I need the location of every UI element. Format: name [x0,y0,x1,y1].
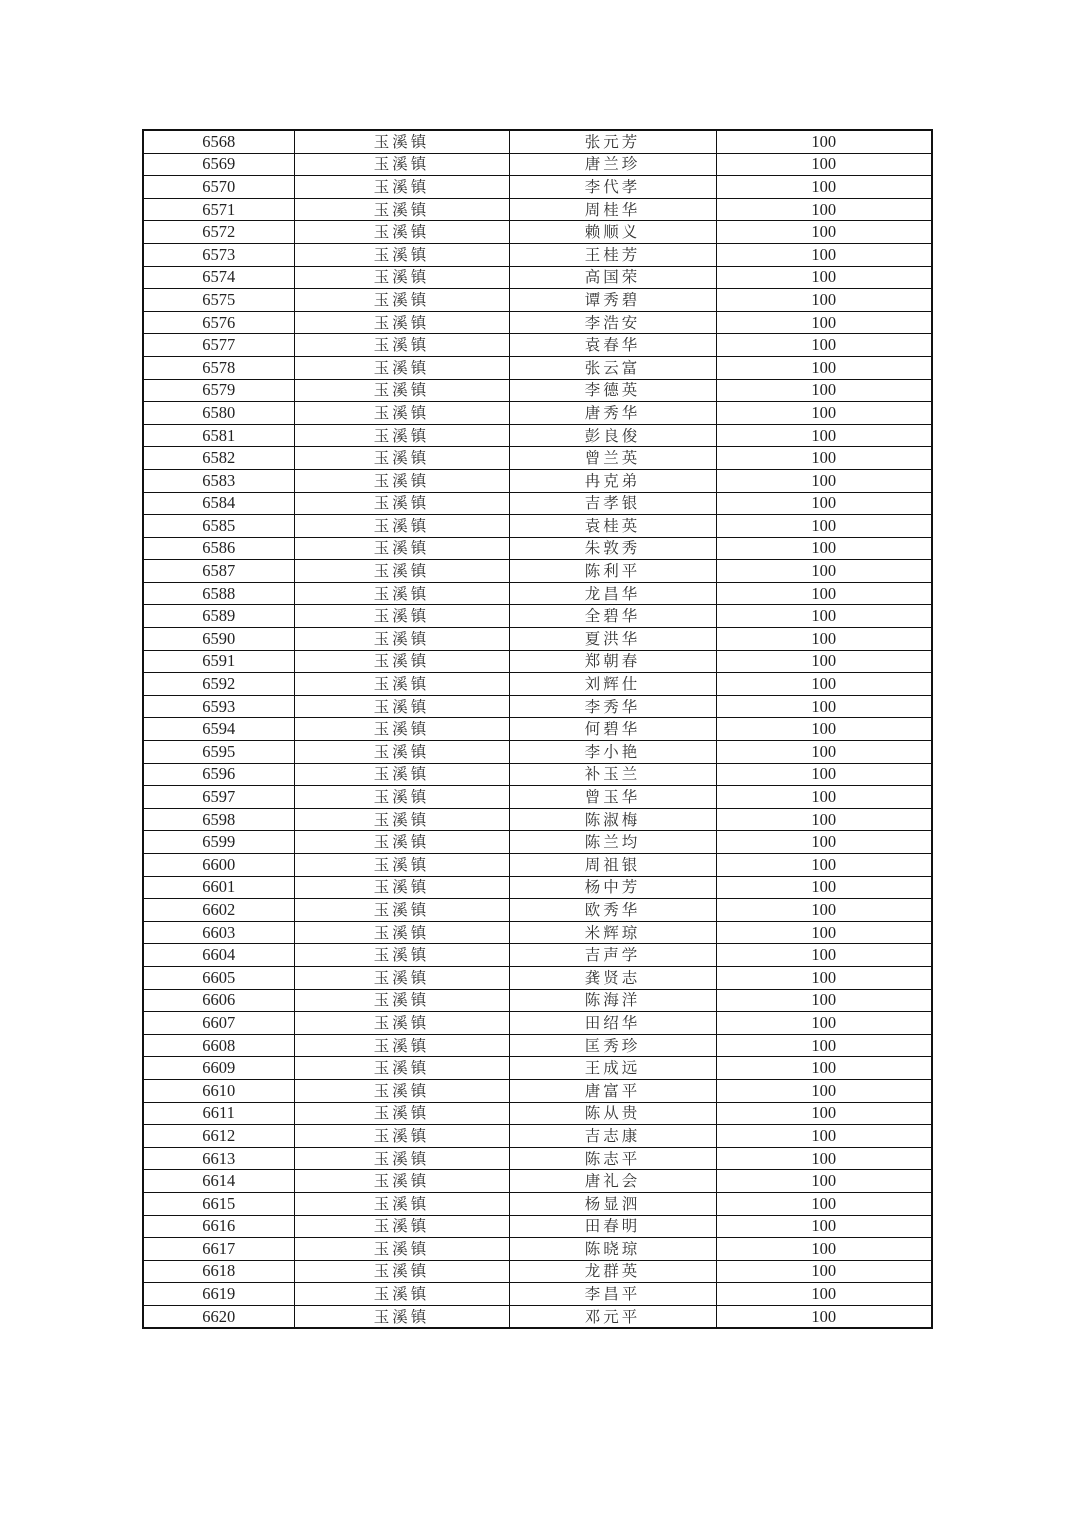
serial-number-cell: 6600 [143,854,294,877]
town-cell: 玉溪镇 [294,854,509,877]
serial-number-cell: 6592 [143,673,294,696]
town-cell: 玉溪镇 [294,356,509,379]
town-cell: 玉溪镇 [294,1102,509,1125]
amount-cell: 100 [716,899,932,922]
town-cell: 玉溪镇 [294,695,509,718]
town-cell: 玉溪镇 [294,1034,509,1057]
serial-number-cell: 6573 [143,243,294,266]
person-name-cell: 田绍华 [509,1012,716,1035]
town-cell: 玉溪镇 [294,515,509,538]
serial-number-cell: 6584 [143,492,294,515]
table-row [143,718,932,741]
amount-cell: 100 [716,379,932,402]
town-cell: 玉溪镇 [294,673,509,696]
serial-number-cell: 6613 [143,1147,294,1170]
town-cell: 玉溪镇 [294,402,509,425]
amount-cell: 100 [716,356,932,379]
person-name-cell: 袁春华 [509,334,716,357]
person-name-cell: 冉克弟 [509,469,716,492]
serial-number-cell: 6596 [143,763,294,786]
table-row [143,944,932,967]
amount-cell: 100 [716,944,932,967]
table-row [143,966,932,989]
amount-cell: 100 [716,831,932,854]
amount-cell: 100 [716,1079,932,1102]
person-name-cell: 邓元平 [509,1305,716,1328]
town-cell: 玉溪镇 [294,786,509,809]
table-row [143,402,932,425]
town-cell: 玉溪镇 [294,1238,509,1261]
amount-cell: 100 [716,424,932,447]
person-name-cell: 王成远 [509,1057,716,1080]
serial-number-cell: 6586 [143,537,294,560]
serial-number-cell: 6579 [143,379,294,402]
town-cell: 玉溪镇 [294,1215,509,1238]
table-row [143,492,932,515]
serial-number-cell: 6615 [143,1192,294,1215]
amount-cell: 100 [716,537,932,560]
town-cell: 玉溪镇 [294,763,509,786]
amount-cell: 100 [716,469,932,492]
town-cell: 玉溪镇 [294,289,509,312]
serial-number-cell: 6588 [143,582,294,605]
amount-cell: 100 [716,741,932,764]
town-cell: 玉溪镇 [294,582,509,605]
serial-number-cell: 6610 [143,1079,294,1102]
amount-cell: 100 [716,1283,932,1306]
serial-number-cell: 6620 [143,1305,294,1328]
person-name-cell: 刘辉仕 [509,673,716,696]
person-name-cell: 张云富 [509,356,716,379]
amount-cell: 100 [716,1012,932,1035]
person-name-cell: 何碧华 [509,718,716,741]
person-name-cell: 夏洪华 [509,628,716,651]
person-name-cell: 曾兰英 [509,447,716,470]
serial-number-cell: 6593 [143,695,294,718]
town-cell: 玉溪镇 [294,899,509,922]
table-row [143,628,932,651]
amount-cell: 100 [716,130,932,153]
serial-number-cell: 6616 [143,1215,294,1238]
serial-number-cell: 6575 [143,289,294,312]
town-cell: 玉溪镇 [294,266,509,289]
table-row [143,1147,932,1170]
table-row [143,763,932,786]
serial-number-cell: 6603 [143,921,294,944]
table-row [143,854,932,877]
table-row [143,447,932,470]
serial-number-cell: 6595 [143,741,294,764]
person-name-cell: 杨显泗 [509,1192,716,1215]
town-cell: 玉溪镇 [294,1057,509,1080]
amount-cell: 100 [716,966,932,989]
table-row [143,560,932,583]
table-row [143,695,932,718]
amount-cell: 100 [716,243,932,266]
person-name-cell: 李秀华 [509,695,716,718]
town-cell: 玉溪镇 [294,831,509,854]
town-cell: 玉溪镇 [294,243,509,266]
town-cell: 玉溪镇 [294,1147,509,1170]
serial-number-cell: 6574 [143,266,294,289]
serial-number-cell: 6605 [143,966,294,989]
serial-number-cell: 6617 [143,1238,294,1261]
serial-number-cell: 6583 [143,469,294,492]
town-cell: 玉溪镇 [294,989,509,1012]
table-row [143,899,932,922]
recipient-table [142,129,933,1329]
table-row [143,808,932,831]
amount-cell: 100 [716,515,932,538]
person-name-cell: 吉志康 [509,1125,716,1148]
table-row [143,1125,932,1148]
person-name-cell: 郑朝春 [509,650,716,673]
person-name-cell: 全碧华 [509,605,716,628]
town-cell: 玉溪镇 [294,153,509,176]
table-row [143,1283,932,1306]
amount-cell: 100 [716,266,932,289]
amount-cell: 100 [716,808,932,831]
serial-number-cell: 6606 [143,989,294,1012]
table-row [143,1057,932,1080]
town-cell: 玉溪镇 [294,944,509,967]
table-row [143,1079,932,1102]
town-cell: 玉溪镇 [294,130,509,153]
person-name-cell: 周桂华 [509,198,716,221]
table-row [143,176,932,199]
table-row [143,311,932,334]
table-row [143,243,932,266]
town-cell: 玉溪镇 [294,921,509,944]
table-row [143,831,932,854]
person-name-cell: 朱敦秀 [509,537,716,560]
town-cell: 玉溪镇 [294,650,509,673]
table-row [143,1260,932,1283]
person-name-cell: 李小艳 [509,741,716,764]
table-row [143,582,932,605]
person-name-cell: 李代孝 [509,176,716,199]
serial-number-cell: 6578 [143,356,294,379]
serial-number-cell: 6571 [143,198,294,221]
table-row [143,266,932,289]
town-cell: 玉溪镇 [294,311,509,334]
amount-cell: 100 [716,605,932,628]
town-cell: 玉溪镇 [294,334,509,357]
amount-cell: 100 [716,153,932,176]
person-name-cell: 龚贤志 [509,966,716,989]
town-cell: 玉溪镇 [294,1079,509,1102]
amount-cell: 100 [716,718,932,741]
amount-cell: 100 [716,786,932,809]
town-cell: 玉溪镇 [294,1305,509,1328]
town-cell: 玉溪镇 [294,492,509,515]
person-name-cell: 陈海洋 [509,989,716,1012]
person-name-cell: 李昌平 [509,1283,716,1306]
person-name-cell: 田春明 [509,1215,716,1238]
amount-cell: 100 [716,673,932,696]
table-row [143,1305,932,1328]
town-cell: 玉溪镇 [294,605,509,628]
amount-cell: 100 [716,854,932,877]
person-name-cell: 杨中芳 [509,876,716,899]
amount-cell: 100 [716,1215,932,1238]
town-cell: 玉溪镇 [294,447,509,470]
amount-cell: 100 [716,402,932,425]
serial-number-cell: 6608 [143,1034,294,1057]
serial-number-cell: 6609 [143,1057,294,1080]
serial-number-cell: 6612 [143,1125,294,1148]
town-cell: 玉溪镇 [294,1283,509,1306]
serial-number-cell: 6594 [143,718,294,741]
amount-cell: 100 [716,447,932,470]
amount-cell: 100 [716,650,932,673]
town-cell: 玉溪镇 [294,379,509,402]
table-row [143,424,932,447]
table-row [143,379,932,402]
amount-cell: 100 [716,876,932,899]
town-cell: 玉溪镇 [294,628,509,651]
table-row [143,650,932,673]
table-row [143,1215,932,1238]
table-row [143,989,932,1012]
person-name-cell: 陈利平 [509,560,716,583]
person-name-cell: 王桂芳 [509,243,716,266]
person-name-cell: 唐礼会 [509,1170,716,1193]
town-cell: 玉溪镇 [294,1125,509,1148]
person-name-cell: 赖顺义 [509,221,716,244]
serial-number-cell: 6598 [143,808,294,831]
person-name-cell: 唐兰珍 [509,153,716,176]
town-cell: 玉溪镇 [294,176,509,199]
table-row [143,921,932,944]
amount-cell: 100 [716,1147,932,1170]
town-cell: 玉溪镇 [294,1012,509,1035]
table-row [143,537,932,560]
town-cell: 玉溪镇 [294,537,509,560]
town-cell: 玉溪镇 [294,741,509,764]
amount-cell: 100 [716,198,932,221]
person-name-cell: 欧秀华 [509,899,716,922]
amount-cell: 100 [716,1057,932,1080]
serial-number-cell: 6614 [143,1170,294,1193]
table-row [143,1238,932,1261]
town-cell: 玉溪镇 [294,198,509,221]
serial-number-cell: 6618 [143,1260,294,1283]
person-name-cell: 陈淑梅 [509,808,716,831]
amount-cell: 100 [716,311,932,334]
person-name-cell: 李浩安 [509,311,716,334]
table-row [143,786,932,809]
amount-cell: 100 [716,1034,932,1057]
table-row [143,741,932,764]
serial-number-cell: 6581 [143,424,294,447]
person-name-cell: 周祖银 [509,854,716,877]
table-row [143,1170,932,1193]
serial-number-cell: 6602 [143,899,294,922]
serial-number-cell: 6577 [143,334,294,357]
serial-number-cell: 6587 [143,560,294,583]
amount-cell: 100 [716,1102,932,1125]
person-name-cell: 彭良俊 [509,424,716,447]
serial-number-cell: 6599 [143,831,294,854]
town-cell: 玉溪镇 [294,808,509,831]
table-row [143,605,932,628]
amount-cell: 100 [716,1238,932,1261]
town-cell: 玉溪镇 [294,876,509,899]
amount-cell: 100 [716,1260,932,1283]
town-cell: 玉溪镇 [294,1192,509,1215]
serial-number-cell: 6589 [143,605,294,628]
person-name-cell: 陈兰均 [509,831,716,854]
person-name-cell: 补玉兰 [509,763,716,786]
serial-number-cell: 6568 [143,130,294,153]
town-cell: 玉溪镇 [294,560,509,583]
serial-number-cell: 6597 [143,786,294,809]
table-row [143,1034,932,1057]
town-cell: 玉溪镇 [294,221,509,244]
table-row [143,469,932,492]
person-name-cell: 曾玉华 [509,786,716,809]
person-name-cell: 陈志平 [509,1147,716,1170]
serial-number-cell: 6569 [143,153,294,176]
amount-cell: 100 [716,1170,932,1193]
person-name-cell: 米辉琼 [509,921,716,944]
amount-cell: 100 [716,176,932,199]
table-body [143,130,932,1328]
amount-cell: 100 [716,695,932,718]
table-row [143,289,932,312]
table-row [143,876,932,899]
town-cell: 玉溪镇 [294,966,509,989]
amount-cell: 100 [716,560,932,583]
town-cell: 玉溪镇 [294,1260,509,1283]
serial-number-cell: 6582 [143,447,294,470]
serial-number-cell: 6576 [143,311,294,334]
amount-cell: 100 [716,1192,932,1215]
serial-number-cell: 6590 [143,628,294,651]
table-row [143,130,932,153]
town-cell: 玉溪镇 [294,718,509,741]
person-name-cell: 唐秀华 [509,402,716,425]
person-name-cell: 唐富平 [509,1079,716,1102]
table-row [143,515,932,538]
amount-cell: 100 [716,289,932,312]
person-name-cell: 龙群英 [509,1260,716,1283]
person-name-cell: 陈晓琼 [509,1238,716,1261]
amount-cell: 100 [716,1125,932,1148]
person-name-cell: 谭秀碧 [509,289,716,312]
serial-number-cell: 6570 [143,176,294,199]
serial-number-cell: 6607 [143,1012,294,1035]
amount-cell: 100 [716,582,932,605]
table-row [143,673,932,696]
table-row [143,198,932,221]
person-name-cell: 高国荣 [509,266,716,289]
person-name-cell: 吉声学 [509,944,716,967]
table-row [143,153,932,176]
person-name-cell: 陈从贵 [509,1102,716,1125]
serial-number-cell: 6619 [143,1283,294,1306]
person-name-cell: 匡秀珍 [509,1034,716,1057]
amount-cell: 100 [716,921,932,944]
serial-number-cell: 6601 [143,876,294,899]
table-row [143,221,932,244]
amount-cell: 100 [716,628,932,651]
table-row [143,334,932,357]
serial-number-cell: 6591 [143,650,294,673]
amount-cell: 100 [716,989,932,1012]
amount-cell: 100 [716,334,932,357]
town-cell: 玉溪镇 [294,424,509,447]
person-name-cell: 吉孝银 [509,492,716,515]
amount-cell: 100 [716,763,932,786]
person-name-cell: 龙昌华 [509,582,716,605]
person-name-cell: 袁桂英 [509,515,716,538]
town-cell: 玉溪镇 [294,1170,509,1193]
person-name-cell: 张元芳 [509,130,716,153]
table-row [143,1102,932,1125]
town-cell: 玉溪镇 [294,469,509,492]
table-row [143,1012,932,1035]
table-row [143,356,932,379]
serial-number-cell: 6604 [143,944,294,967]
amount-cell: 100 [716,492,932,515]
amount-cell: 100 [716,221,932,244]
serial-number-cell: 6580 [143,402,294,425]
amount-cell: 100 [716,1305,932,1328]
serial-number-cell: 6585 [143,515,294,538]
serial-number-cell: 6611 [143,1102,294,1125]
table-row [143,1192,932,1215]
person-name-cell: 李德英 [509,379,716,402]
serial-number-cell: 6572 [143,221,294,244]
